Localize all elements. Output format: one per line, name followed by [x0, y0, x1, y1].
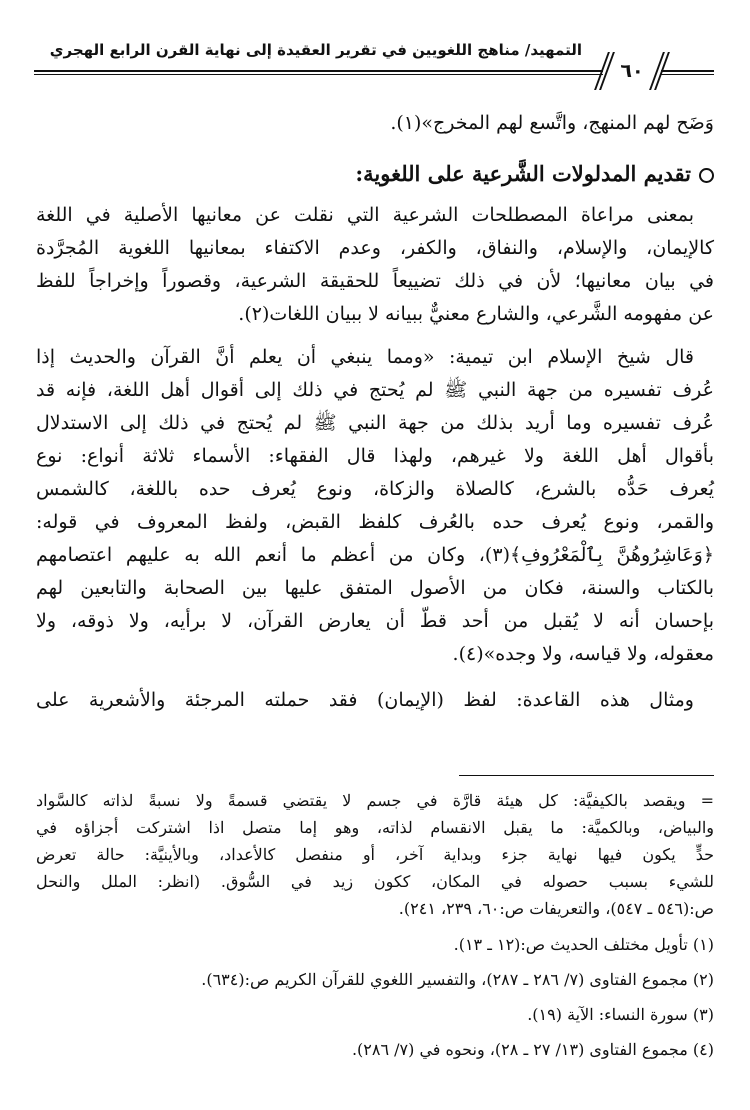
footnote-continuation-2: والبياض، وبالكميَّة: ما يقبل الانقسام لذاته، وهو إما متصل اذا اشتركت أجزاؤه في [36, 818, 714, 837]
section-title-text: تقديم المدلولات الشَّرعية على اللغوية: [355, 161, 691, 186]
running-title: التمهيد/ مناهج اللغويين في تقرير العقيدة إلى نهاية القرن الرابع الهجري [49, 41, 582, 59]
para1-line-3: في بيان معانيها؛ لأن في ذلك تضييعاً للحقيقة الشرعية، وقصوراً وإخراجاً للفظ [36, 270, 714, 292]
circle-bullet-icon [699, 168, 714, 183]
para1-line-1: بمعنى مراعاة المصطلحات الشرعية التي نقلت عن معانيها الأصلية في اللغة [36, 204, 694, 226]
para2-line-7: ﴿وَعَاشِرُوهُنَّ بِٱلْمَعْرُوفِ﴾(٣)، وكان من أعظم ما أنعم الله به عليهم اعتصامهم [36, 544, 714, 566]
opening-line: وَضَح لهم المنهج، واتَّسع لهم المخرج»(١). [390, 112, 714, 134]
para3-line-1: ومثال هذه القاعدة: لفظ (الإيمان) فقد حملته المرجئة والأشعرية على [36, 689, 694, 711]
para2-line-5: يُعرف حَدُّه بالشرع، كالصلاة والزكاة، ونوع يُعرف حده باللغة، كالشمس [36, 478, 714, 500]
footnote-continuation-3: حدٍّ يكون فيها نهاية جزء وبداية آخر، أو منفصل كالأعداد، وبالأينيَّة: حالة تعرض [36, 845, 714, 864]
footnote-2: (٢) مجموع الفتاوى (٧/ ٢٨٦ ـ ٢٨٧)، والتفسير اللغوي للقرآن الكريم ص:(٦٣٤). [201, 970, 714, 989]
footnote-1: (١) تأويل مختلف الحديث ص:(١٢ ـ ١٣). [453, 935, 714, 954]
footnote-divider [459, 775, 714, 776]
footnote-4: (٤) مجموع الفتاوى (١٣/ ٢٧ ـ ٢٨)، ونحوه في (٧/ ٢٨٦). [351, 1040, 714, 1059]
section-title [36, 158, 714, 190]
footnote-3: (٣) سورة النساء: الآية (١٩). [527, 1005, 714, 1024]
para2-line-6: والقمر، ونوع يُعرف حده بالعُرف كلفظ القبض، ولفظ المعروف في قوله: [36, 511, 714, 533]
page-number: ٦٠ [603, 56, 661, 86]
para2-line-1: قال شيخ الإسلام ابن تيمية: «ومما ينبغي أن يعلم أنَّ القرآن والحديث إذا [36, 346, 694, 368]
para2-line-2: عُرف تفسيره من جهة النبي ﷺ لم يُحتج في ذلك إلى أقوال أهل اللغة، فإنه قد [36, 379, 714, 401]
para2-line-9: بإحسان أنه لا يُقبل من أحد قطّ أن يعارض القرآن، لا برأيه، ولا ذوقه، ولا [36, 610, 714, 632]
footnote-continuation-1: = ويقصد بالكيفيَّة: كل هيئة قارَّة في جسم لا يقتضي قسمةً ولا نسبةً لذاته كالسَّواد [36, 791, 714, 810]
para2-line-3: عُرف تفسيره وما أريد بذلك من جهة النبي ﷺ لم يُحتج في ذلك إلى الاستدلال [36, 412, 714, 434]
para2-line-8: بالكتاب والسنة، فكان من الأصول المتفق عليها بين الصحابة والتابعين لهم [36, 577, 714, 599]
para1-line-2: كالإيمان، والإسلام، والنفاق، والكفر، وعدم الاكتفاء بمعانيها اللغوية المُجرَّدة [36, 237, 714, 259]
para2-line-4: بأقوال أهل اللغة ولا غيرهم، ولهذا قال الفقهاء: الأسماء ثلاثة أنواع: نوع [36, 445, 714, 467]
para2-line-10: معقوله، ولا قياسه، ولا وجده»(٤). [452, 643, 714, 665]
para1-line-4: عن مفهومه الشَّرعي، والشارع معنيٌّ ببيانه لا ببيان اللغات(٢). [238, 303, 714, 325]
footnote-continuation-4: للشيء بسبب حصوله في المكان، ككون زيد في السُّوق. (انظر: الملل والنحل [36, 872, 715, 891]
footnote-continuation-5: ص:(٥٤٦ ـ ٥٤٧)، والتعريفات ص:٦٠، ٢٣٩، ٢٤١). [398, 899, 714, 918]
